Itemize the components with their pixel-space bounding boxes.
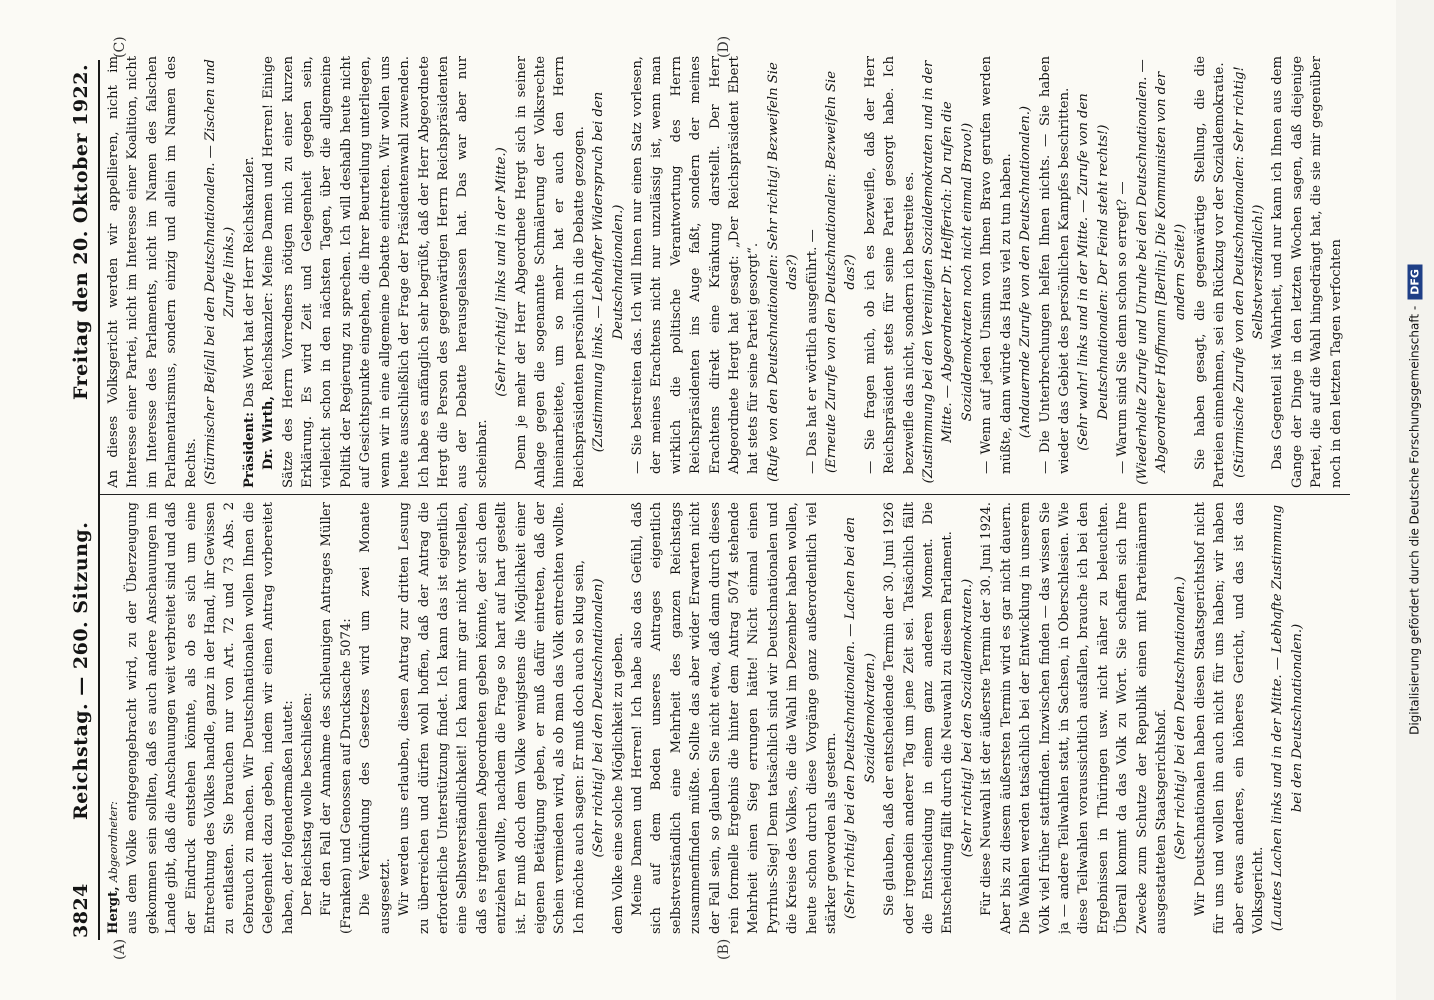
interjection: (Zustimmung links. — Lebhafter Widerspruch bei den Deutschnationalen.) — [591, 91, 626, 453]
paragraph: — Die Unterbrechungen helfen Ihnen nichts. — Sie haben wieder das Gebiet des persönlichen Kampfes beschritten. — [1037, 56, 1072, 474]
credit-line — [1408, 120, 1423, 880]
paragraph: An dieses Volksgericht werden wir appellieren, nicht im Interesse einer Partei, nicht im Interesse einer Koalition, nicht im Interesse des Parlaments, nicht im Namen des falschen Parlamentarismus, sondern einzig und allein im Namen des Rechts. — [106, 56, 199, 488]
paragraph: — Sie fragen mich, ob ich es bezweifle, daß der Herr Reichspräsident stets für seine Partei gesorgt habe. Ich bezweifle das nicht, sondern ich bestreite es. — [862, 56, 917, 474]
motion-line: Der Reichstag wolle beschließen: — [300, 692, 316, 916]
interjection: (Andauernde Zurufe von den Deutschnationalen.) — [1018, 105, 1034, 439]
interjection: (Sehr richtig! bei den Deutschnationalen) — [591, 578, 607, 858]
interjection: (Sehr richtig! bei den Deutschnationalen. — Lachen bei den Sozialdemokraten.) — [843, 516, 878, 920]
motion-line: Für den Fall der Annahme des schleunigen Antrages Müller (Franken) und Genossen auf Drucksache 5074: — [319, 502, 354, 934]
paragraph: Sie haben gesagt, die gegenwärtige Stellung, die die Parteien einnehmen, sei ein Rückzug vor der Sozialdemokratie. — [1192, 56, 1228, 488]
interjection: (Stürmische Zurufe von den Deutschnationalen: Sehr richtig! Selbstverständlich!) — [1231, 66, 1266, 478]
paragraph: Das Gegenteil ist Wahrheit, und nur kann ich Ihnen aus dem Gange der Dinge in den letzten Wochen sagen, daß diejenige Partei, die auf die Wahl hingedrängt hat, die sie mir gegenüber noch in den letzten Tagen verfochten — [1270, 56, 1344, 488]
speaker-line — [259, 56, 492, 488]
dfg-logo: DFG — [1408, 264, 1423, 300]
speaker-continued-line — [104, 502, 123, 934]
interjection: (Sehr richtig! bei den Sozialdemokraten.) — [959, 578, 975, 858]
speaker-name: Dr. Wirth, — [261, 395, 277, 470]
interjection: (Sehr wahr! links und in der Mitte. — Zurufe von den Deutschnationalen: Der Feind steht rechts!) — [1076, 93, 1111, 451]
interjection: (Zustimmung bei den Vereinigten Sozialdemokraten und in der Mitte. — Abgeordneter Dr. Helfferich: Da rufen die Sozialdemokraten noch nicht einmal Bravo!) — [921, 60, 975, 484]
interjection: (Stürmischer Beifall bei den Deutschnationalen. — Zischen und Zurufe links.) — [203, 59, 238, 485]
interjection: (Wiederholte Zurufe und Unruhe bei den Deutschnationalen. — Abgeordneter Hoffmann [Berlin]: Die Kommunisten von der andern Seite!) — [1134, 59, 1189, 485]
interjection: (Erneute Zurufe von den Deutschnationalen: Bezweifeln Sie das?) — [824, 70, 859, 474]
interjection: (Lautes Lachen links und in der Mitte. — Lebhafte Zustimmung bei den Deutschnationalen.) — [1270, 504, 1305, 932]
margin-letter-c: (C) — [112, 36, 128, 58]
paragraph: Wir Deutschnationalen haben diesen Staatsgerichtshof nicht für uns und wollen ihn auch nicht für uns haben; wir haben aber etwas anderes, ein höheres Gericht, und das ist das Volksgericht. — [1192, 502, 1266, 934]
interjection: (Rufe von den Deutschnationalen: Sehr richtig! Bezweifeln Sie das?) — [765, 62, 801, 482]
margin-letter-a: (A) — [112, 938, 128, 960]
paragraph: Für diese Neuwahl ist der äußerste Termin der 30. Juni 1924. Aber bis zu diesem äußersten Termin wird es gar nicht dauern. Die Wahlen werden tatsächlich bei der Entwicklung in unserem Volk viel früher stattfinden. Inzwischen finden — das wissen Sie ja — andere Teilwahlen statt, in Sachsen, in Oberschlesien. Wie diese Teilwahlen voraussichtlich ausfallen, brauche ich bei den Ergebnissen in Thüringen usw. nicht näher zu beleuchten. Überall kommt da das Volk zu Wort. Sie schaffen sich Ihre Zwecke zum Schutze der Republik einen mit Parteimännern ausgestatteten Staatsgerichtshof. — [979, 502, 1169, 934]
paragraph: Meine Damen und Herren! Einige Sätze des Herrn Vorredners nötigen mich zu einer kurzen Erklärung. Es wird Zeit und Gelegenheit gegeben sein, vielleicht schon in den nächsten Tagen, über die allgemeine Politik der Regierung zu sprechen. Ich will deshalb heute nicht auf Gesichtspunkte eingehen, die Ihrer Beurteilung unterliegen, wenn wir in eine allgemeine Debatte eintreten. Wir wollen uns heute ausschließlich der Frage der Präsidentenwahl zuwenden. Ich habe es anfänglich sehr begrüßt, daß der Herr Abgeordnete Hergt die Person des gegenwärtigen Herrn Reichspräsidenten aus der Debatte herausgelassen hat. Das war aber nur scheinbar. — [261, 56, 490, 488]
page-number: 3824 — [70, 883, 92, 938]
margin-letter-b: (B) — [716, 938, 732, 960]
interjection: (Sehr richtig! bei den Deutschnationalen.) — [1173, 576, 1189, 860]
paragraph: aus dem Volke entgegengebracht wird, zu der Überzeugung gekommen sein sollten, daß es auch andere Anschauungen im Lande gibt, daß die Anschauungen weit verbreitet sind und daß der Eindruck entstehen könnte, als ob es sich um eine Entrechtung des Volkes handle, ganz in der Hand, ihr Gewissen zu entlasten. Sie brauchen nur von Art. 72 und 73 Abs. 2 Gebrauch zu machen. Wir Deutschnationalen wollen Ihnen die Gelegenheit dazu geben, indem wir einen Antrag vorbereitet haben, der folgendermaßen lautet: — [125, 502, 296, 934]
header-title-right: Freitag den 20. Oktober 1922. — [70, 63, 92, 400]
president-text: Das Wort hat der Herr Reichskanzler. — [241, 156, 257, 408]
paragraph: Denn je mehr der Herr Abgeordnete Hergt sich in seiner Anlage gegen die sogenannte Schmälerung der Volksrechte hineinarbeitete, um so mehr hat er auch den Herrn Reichspräsidenten persönlich in die Debatte gezogen. — [513, 56, 587, 488]
paragraph: — Wenn auf jeden Unsinn von Ihnen Bravo gerufen werden müßte, dann würde das Haus viel zu tun haben. — [979, 56, 1014, 474]
president-label: Präsident: — [241, 411, 257, 488]
interjection: (Sehr richtig! links und in der Mitte.) — [494, 147, 510, 397]
header-title-left: Reichstag. — 260. Sitzung. — [70, 521, 92, 820]
column-divider — [100, 494, 1350, 495]
paragraph: Sie glauben, daß der entscheidende Termin der 30. Juni 1926 oder irgendein anderer Tag um jene Zeit sei. Tatsächlich fällt die Entscheidung in einem ganz anderen Moment. Die Entscheidung fällt durch die Neuwahl zu diesem Parlament. — [882, 502, 956, 934]
paragraph: — Das hat er wörtlich ausgeführt. — — [804, 229, 820, 474]
left-column — [104, 502, 1344, 934]
credit-text: Digitalisierung gefördert durch die Deutsche Forschungsgemeinschaft - — [1407, 305, 1422, 735]
margin-letter-d: (D) — [716, 35, 732, 58]
speaker-name: Hergt, — [106, 886, 121, 934]
president-line — [240, 56, 259, 488]
motion-line: Die Verkündung des Gesetzes wird um zwei Monate ausgesetzt. — [358, 502, 393, 934]
speaker-role: Reichskanzler: — [261, 292, 277, 391]
paragraph: Wir werden uns erlauben, diesen Antrag zur dritten Lesung zu überreichen und dürfen wohl hoffen, daß der Antrag die erforderliche Unterstützung findet. Ich kann das ist eigentlich eine Selbstverständlichkeit! Ich kann mir gar nicht vorstellen, daß es irgendeinen Abgeordneten geben könnte, der sich dem entziehen wollte, nachdem die Frage so hart auf hart gestellt ist. Er muß doch dem Volke wenigstens die Möglichkeit einer eigenen Betätigung geben, er muß dafür eintreten, daß der Schein vermieden wird, als ob man das Volk entrechten wollte. Ich möchte auch sagen: Er muß doch auch so klug sein, — [397, 502, 587, 934]
header-rule — [98, 60, 100, 940]
paragraph: — Warum sind Sie denn schon so erregt? — — [1115, 181, 1131, 474]
paragraph: Meine Damen und Herren! Ich habe also das Gefühl, daß sich auf dem Boden unseres Antrages eigentlich selbstverständlich eine Mehrheit des ganzen Reichstags zusammenfinden müßte. Sollte das aber wider Erwarten nicht der Fall sein, so glauben Sie nicht etwa, daß dann durch dieses rein formelle Ergebnis die hinter dem Antrag 5074 stehende Mehrheit einen Sieg errungen hätte! Nicht einmal einen Pyrrhus-Sieg! Denn tatsächlich sind wir Deutschnationalen und die Kreise des Volkes, die die Wahl im Dezember haben wollen, heute schon durch diese Vorgänge ganz außerordentlich viel stärker geworden als gestern. — [629, 502, 840, 934]
right-column — [104, 56, 1344, 488]
paragraph: — Sie bestreiten das. Ich will Ihnen nur einen Satz vorlesen, der meines Erachtens nicht nur unzulässig ist, wenn man wirklich die politische Verantwortung des Herrn Reichspräsidenten ins Auge faßt, sondern der meines Erachtens direkt eine Kränkung darstellt. Der Herr Abgeordnete Hergt hat gesagt: „Der Reichspräsident Ebert hat stets für seine Partei gesorgt“. — [629, 56, 762, 474]
digitization-credit — [1396, 0, 1434, 1000]
paragraph: dem Volke eine solche Möglichkeit zu geben. — [610, 632, 626, 934]
speaker-role: Abgeordneter: — [107, 801, 120, 883]
